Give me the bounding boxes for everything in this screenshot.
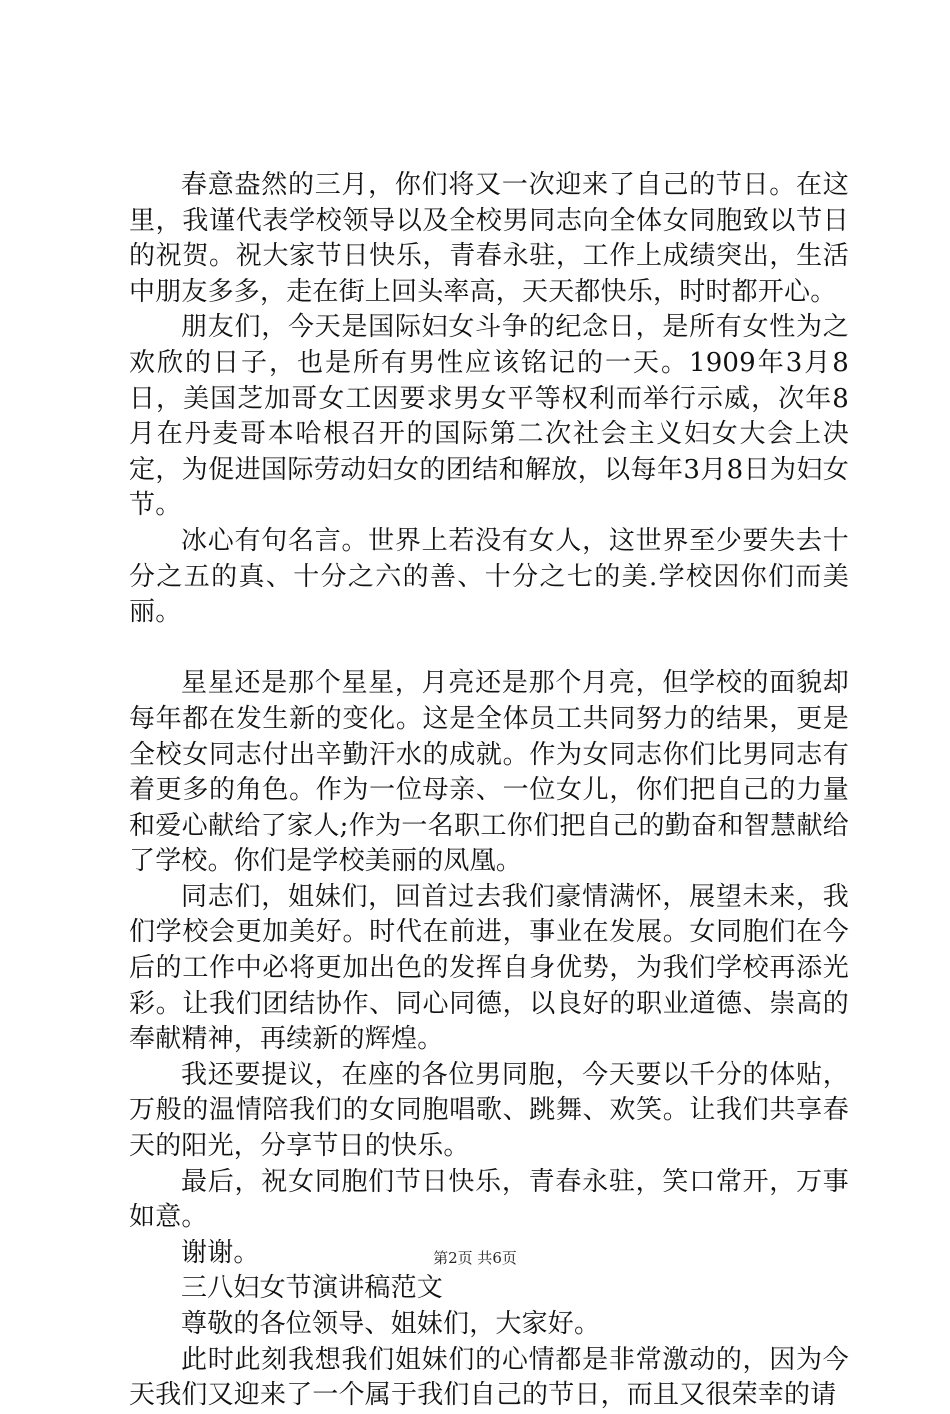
paragraph-proposal: 我还要提议，在座的各位男同胞，今天要以千分的体贴，万般的温情陪我们的女同胞唱歌、跳舞、欢笑。让我们共享春天的阳光，分享节日的快乐。 (129, 1059, 849, 1162)
section-title: 三八妇女节演讲稿范文 (181, 1273, 444, 1304)
paragraph-comrades: 同志们，姐妹们，回首过去我们豪情满怀，展望未来，我们学校会更加美好。时代在前进，事业在发展。女同胞们在今后的工作中必将更加出色的发挥自身优势，为我们学校再添光彩。让我们团结协作、同心同德，以良好的职业道德、崇高的奉献精神，再续新的辉煌。 (129, 881, 849, 1055)
paragraph-gap (129, 631, 849, 667)
paragraph-history: 朋友们，今天是国际妇女斗争的纪念日，是所有女性为之欢欣的日子，也是所有男性应该铭记的一天。1909年3月8日，美国芝加哥女工因要求男女平等权利而举行示威，次年8月在丹麦哥本哈根召开的国际第二次社会主义妇女大会上决定，为促进国际劳动妇女的团结和解放，以每年3月8日为妇女节。 (129, 312, 849, 521)
paragraph-closing: 最后，祝女同胞们节日快乐，青春永驻，笑口常开，万事如意。 (129, 1166, 849, 1233)
paragraph-school: 星星还是那个星星，月亮还是那个月亮，但学校的面貌却每年都在发生新的变化。这是全体员工共同努力的结果，更是全校女同志付出辛勤汗水的成就。作为女同志你们比男同志有着更多的角色。作为一位母亲、一位女儿，你们把自己的力量和爱心献给了家人;作为一名职工你们把自己的勤奋和智慧献给了学校。你们是学校美丽的凤凰。 (129, 668, 849, 877)
page-number-footer: 第2页 共6页 (433, 1249, 517, 1267)
paragraph-greeting: 春意盎然的三月，你们将又一次迎来了自己的节日。在这里，我谨代表学校领导以及全校男同志向全体女同胞致以节日的祝贺。祝大家节日快乐，青春永驻，工作上成绩突出，生活中朋友多多，走在街上回头率高，天天都快乐，时时都开心。 (129, 170, 849, 307)
paragraph-opening: 此时此刻我想我们姐妹们的心情都是非常激动的，因为今天我们又迎来了一个属于我们自己的节日，而且又很荣幸的请 (129, 1344, 849, 1411)
paragraph-thanks: 谢谢。 (181, 1237, 260, 1268)
document-body (129, 168, 849, 1414)
paragraph-quote: 冰心有句名言。世界上若没有女人，这世界至少要失去十分之五的真、十分之六的善、十分之七的美.学校因你们而美丽。 (129, 525, 849, 628)
paragraph-salutation: 尊敬的各位领导、姐妹们，大家好。 (181, 1309, 601, 1339)
